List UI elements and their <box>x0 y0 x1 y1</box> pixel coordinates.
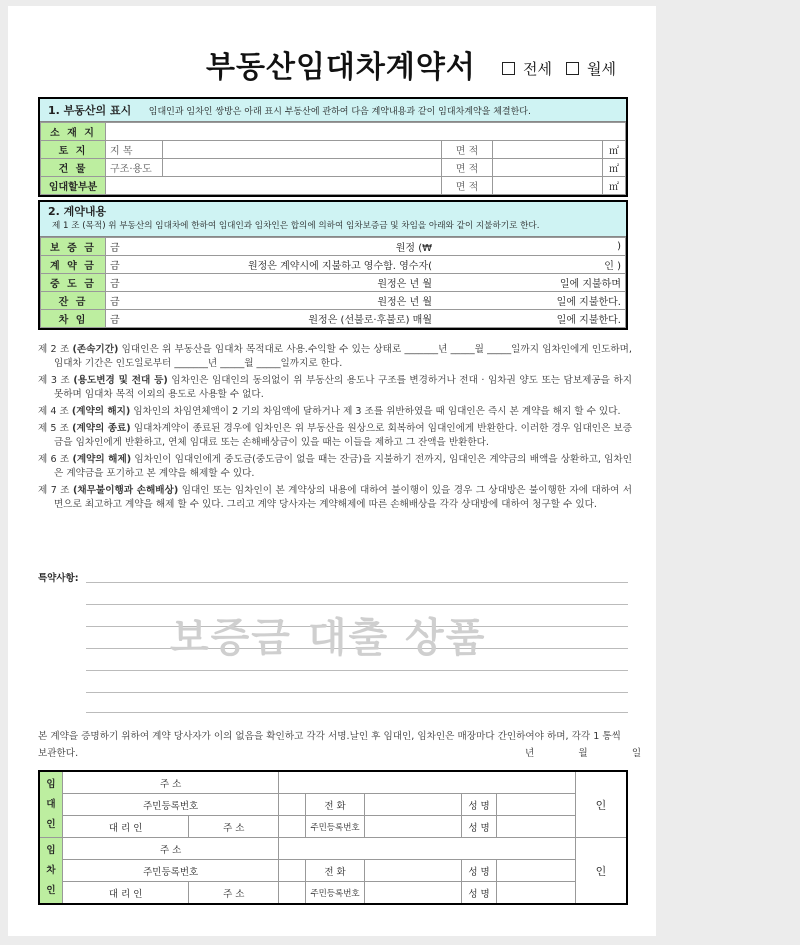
type-jeonse[interactable] <box>502 58 552 79</box>
lessor-id-label: 주민등록번호 <box>63 794 279 816</box>
table-row <box>41 177 626 195</box>
lessee-agent-id-field[interactable] <box>365 882 462 905</box>
rent-date[interactable]: 일에 지불한다. <box>436 310 626 328</box>
lessor-agent-name-label: 성 명 <box>462 816 497 838</box>
table-row <box>41 310 626 328</box>
land-category-label: 지 목 <box>106 141 163 159</box>
clause-4: 제 4 조 (계약의 해지) 임차인의 차임연체액이 2 기의 차임액에 달하거나 제 3 조를 위반하였을 때 임대인은 즉시 본 계약을 해지 할 수 있다. <box>38 406 621 417</box>
contract-terms-section <box>38 200 628 330</box>
down-payment-text: 원정은 계약시에 지불하고 영수함. 영수자( <box>128 256 436 274</box>
table-row <box>41 141 626 159</box>
interim-date[interactable]: 일에 지불하며 <box>436 274 626 292</box>
table-row <box>39 794 627 816</box>
deposit-label: 보 증 금 <box>41 238 106 256</box>
watermark: 보증금 대출 상품 <box>170 615 487 661</box>
table-row <box>39 816 627 838</box>
table-row <box>39 882 627 905</box>
lessee-agent-address-field[interactable] <box>279 882 306 905</box>
lessee-agent-label: 대 리 인 <box>63 882 189 905</box>
jeonse-checkbox[interactable] <box>502 62 515 75</box>
lessor-agent-id-field[interactable] <box>365 816 462 838</box>
closing-statement: 본 계약을 증명하기 위하여 계약 당사자가 이의 없음을 확인하고 각각 서명.날인 후 임대인, 임차인은 매장마다 간인하여야 하며, 각각 1 통씩 보관한다. <box>38 731 621 759</box>
land-label: 토 지 <box>41 141 106 159</box>
rental-area-label: 면 적 <box>442 177 493 195</box>
lessor-address-field[interactable] <box>279 771 576 794</box>
interim-currency: 금 <box>106 274 129 292</box>
table-row <box>41 159 626 177</box>
table-row <box>39 860 627 882</box>
lessor-agent-address-label: 주 소 <box>189 816 279 838</box>
interim-label: 중 도 금 <box>41 274 106 292</box>
section2-title: 2. 계약내용 <box>48 205 107 218</box>
building-structure-field[interactable] <box>163 159 442 177</box>
rent-label: 차 임 <box>41 310 106 328</box>
deposit-currency: 금 <box>106 238 129 256</box>
rent-text: 원정은 (선불로·후불로) 매월 <box>128 310 436 328</box>
lessee-name-field[interactable] <box>497 860 576 882</box>
lessor-agent-name-field[interactable] <box>497 816 576 838</box>
wolse-label: 월세 <box>587 60 616 78</box>
table-row <box>41 238 626 256</box>
land-area-label: 면 적 <box>442 141 493 159</box>
property-table <box>40 122 626 195</box>
contract-date[interactable] <box>525 745 641 759</box>
table-row <box>41 274 626 292</box>
lessee-agent-address-label: 주 소 <box>189 882 279 905</box>
type-wolse[interactable] <box>566 58 616 79</box>
table-row <box>39 838 627 860</box>
special-terms-label: 특약사항: <box>38 573 79 584</box>
lessor-agent-id-label: 주민등록번호 <box>306 816 365 838</box>
location-field[interactable] <box>106 123 626 141</box>
payment-table <box>40 237 626 328</box>
section1-header <box>40 99 626 122</box>
lessor-agent-label: 대 리 인 <box>63 816 189 838</box>
clause-3: 제 3 조 (용도변경 및 전대 등) 임차인은 임대인의 동의없이 위 부동산의 용도나 구조를 변경하거나 전대 · 임차권 양도 또는 담보제공을 하지 못하며 임대차 목적 이외의 용도로 사용할 수 없다. <box>38 375 632 400</box>
lessee-phone-label: 전 화 <box>306 860 365 882</box>
balance-label: 잔 금 <box>41 292 106 310</box>
table-row <box>41 292 626 310</box>
balance-date[interactable]: 일에 지불한다. <box>436 292 626 310</box>
table-row <box>39 771 627 794</box>
building-area-field[interactable] <box>493 159 603 177</box>
lessee-agent-name-field[interactable] <box>497 882 576 905</box>
rent-currency: 금 <box>106 310 129 328</box>
lessee-id-label: 주민등록번호 <box>63 860 279 882</box>
signature-table <box>38 770 628 905</box>
deposit-close[interactable]: ) <box>436 238 626 256</box>
section1-title: 1. 부동산의 표시 <box>48 104 132 117</box>
rental-area-unit: ㎡ <box>603 177 626 195</box>
document-title: 부동산임대차계약서 <box>206 50 476 85</box>
lessor-address-label: 주 소 <box>63 771 279 794</box>
lessee-address-field[interactable] <box>279 838 576 860</box>
property-section <box>38 97 628 197</box>
lessee-agent-id-label: 주민등록번호 <box>306 882 365 905</box>
section2-header <box>40 202 626 237</box>
down-payment-currency: 금 <box>106 256 129 274</box>
lessor-agent-address-field[interactable] <box>279 816 306 838</box>
section1-intro: 임대인과 임차인 쌍방은 아래 표시 부동산에 관하여 다음 계약내용과 같이 임대차계약을 체결한다. <box>148 107 531 117</box>
land-area-field[interactable] <box>493 141 603 159</box>
down-payment-label: 계 약 금 <box>41 256 106 274</box>
lessee-label: 임 차 인 <box>39 838 63 905</box>
lessor-name-field[interactable] <box>497 794 576 816</box>
building-area-label: 면 적 <box>442 159 493 177</box>
section2-intro: 제 1 조 (목적) 위 부동산의 임대차에 한하여 임대인과 임차인은 합의에 의하여 임차보증금 및 차임을 아래와 같이 지불하기로 한다. <box>52 221 540 231</box>
table-row <box>41 256 626 274</box>
lessor-phone-label: 전 화 <box>306 794 365 816</box>
rental-part-field[interactable] <box>106 177 442 195</box>
lessee-address-label: 주 소 <box>63 838 279 860</box>
lessor-seal[interactable]: 인 <box>576 771 628 838</box>
lessor-id-field[interactable] <box>279 794 306 816</box>
date-year: 년 <box>525 748 535 759</box>
building-area-unit: ㎡ <box>603 159 626 177</box>
rental-area-field[interactable] <box>493 177 603 195</box>
lessor-name-label: 성 명 <box>462 794 497 816</box>
deposit-won: 원정 (₩ <box>128 238 436 256</box>
clauses <box>38 343 632 515</box>
lessor-label: 임 대 인 <box>39 771 63 838</box>
building-structure-label: 구조·용도 <box>106 159 163 177</box>
balance-currency: 금 <box>106 292 129 310</box>
rental-part-label: 임대할부분 <box>41 177 106 195</box>
jeonse-label: 전세 <box>523 60 552 78</box>
lessee-agent-name-label: 성 명 <box>462 882 497 905</box>
lessee-id-field[interactable] <box>279 860 306 882</box>
lessee-seal[interactable]: 인 <box>576 838 628 905</box>
building-label: 건 물 <box>41 159 106 177</box>
clause-5: 제 5 조 (계약의 종료) 임대차계약이 종료된 경우에 임차인은 위 부동산을 원상으로 회복하여 임대인에게 반환한다. 이러한 경우 임대인은 보증금을 임차인에게 반환하고, 연체 임대료 또는 손해배상금이 있을 때는 이들을 제하고 그 잔액을 반환한다. <box>38 423 632 448</box>
lessee-name-label: 성 명 <box>462 860 497 882</box>
clause-2: 제 2 조 (존속기간) 임대인은 위 부동산을 임대차 목적대로 사용.수익할 수 있는 상태로 _______년 _____월 _____일까지 임차인에게 인도하며, 임대차 기간은 인도일로부터 _______년 _____월 _____일까지로 한다. <box>38 344 632 369</box>
clause-6: 제 6 조 (계약의 해제) 임차인이 임대인에게 중도금(중도금이 없을 때는 잔금)을 지불하기 전까지, 임대인은 계약금의 배액을 상환하고, 임차인은 계약금을 포기하고 본 계약을 해제할 수 있다. <box>38 454 632 479</box>
lessee-phone-field[interactable] <box>365 860 462 882</box>
balance-text: 원정은 년 월 <box>128 292 436 310</box>
land-category-field[interactable] <box>163 141 442 159</box>
date-month: 월 <box>578 748 588 759</box>
location-label: 소 재 지 <box>41 123 106 141</box>
land-area-unit: ㎡ <box>603 141 626 159</box>
down-payment-receiver[interactable]: 인 ) <box>436 256 626 274</box>
lessor-phone-field[interactable] <box>365 794 462 816</box>
interim-text: 원정은 년 월 <box>128 274 436 292</box>
table-row <box>41 123 626 141</box>
date-day: 일 <box>631 748 642 759</box>
clause-7: 제 7 조 (채무불이행과 손해배상) 임대인 또는 임차인이 본 계약상의 내용에 대하여 불이행이 있을 경우 그 상대방은 불이행한 자에 대하여 서면으로 최고하고 계약을 해제 할 수 있다. 그리고 계약 당사자는 계약해제에 따른 손해배상을 각각 상대방에 대하여 청구할 수 있다. <box>38 485 632 510</box>
wolse-checkbox[interactable] <box>566 62 579 75</box>
